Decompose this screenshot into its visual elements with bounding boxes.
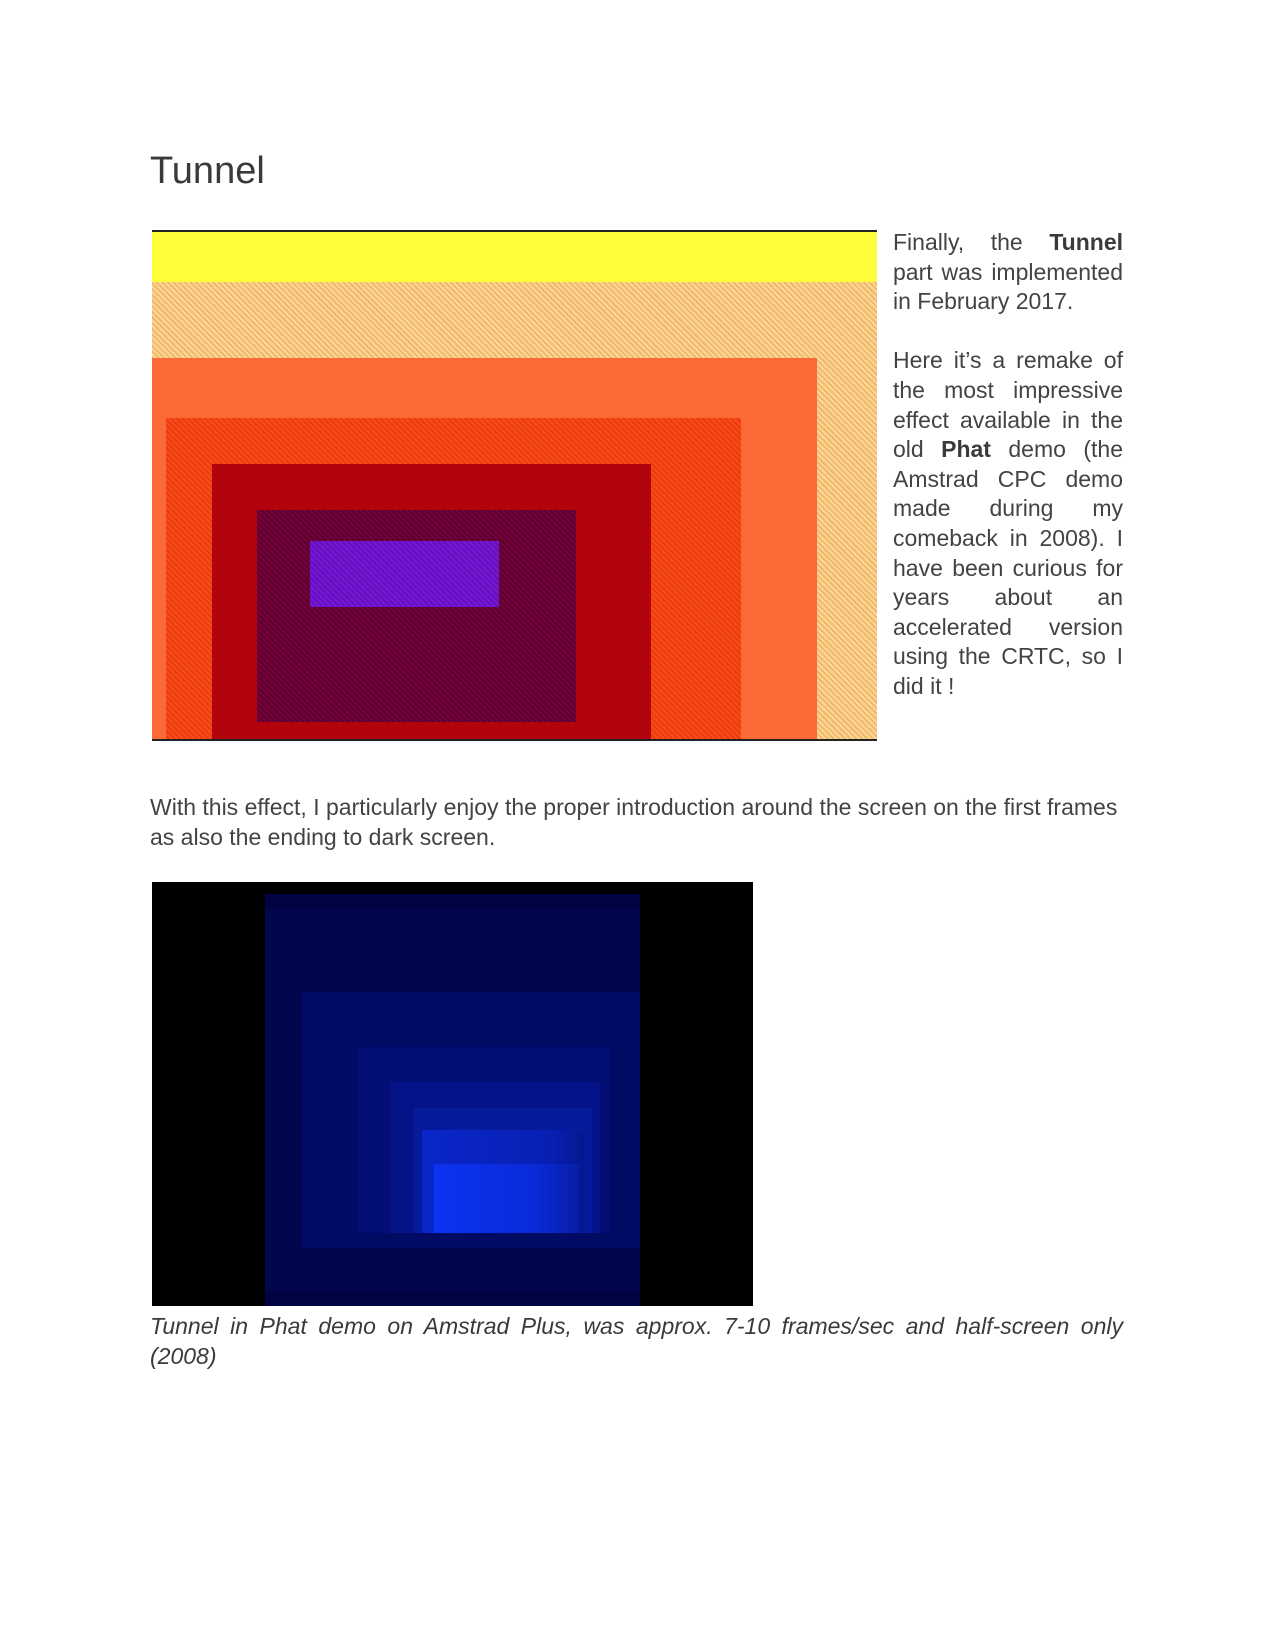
figure-caption: Tunnel in Phat demo on Amstrad Plus, was approx. 7-10 frames/sec and half-screen only (2008): [150, 1313, 1123, 1369]
page-title: Tunnel: [150, 150, 265, 192]
side-text-column: [893, 228, 1123, 702]
blue-center-bright: [434, 1164, 579, 1233]
tunnel-screenshot-blue: [152, 882, 753, 1306]
body-paragraph: With this effect, I particularly enjoy the proper introduction around the screen on the first frames as also the ending to dark screen.: [150, 794, 1118, 850]
tunnel-center-violet: [310, 541, 499, 607]
tunnel-band-yellow: [152, 232, 877, 282]
tunnel-screenshot-orange: [152, 230, 877, 741]
side-paragraph-1: Finally, the Tunnel part was implemented in February 2017.: [893, 229, 1123, 315]
side-paragraph-2: Here it’s a remake of the most impressive effect available in the old Phat demo (the Amstrad CPC demo made during my comeback in 2008). I have been curious for years about an accelerated version using the CRTC, so I did it !: [893, 347, 1123, 699]
